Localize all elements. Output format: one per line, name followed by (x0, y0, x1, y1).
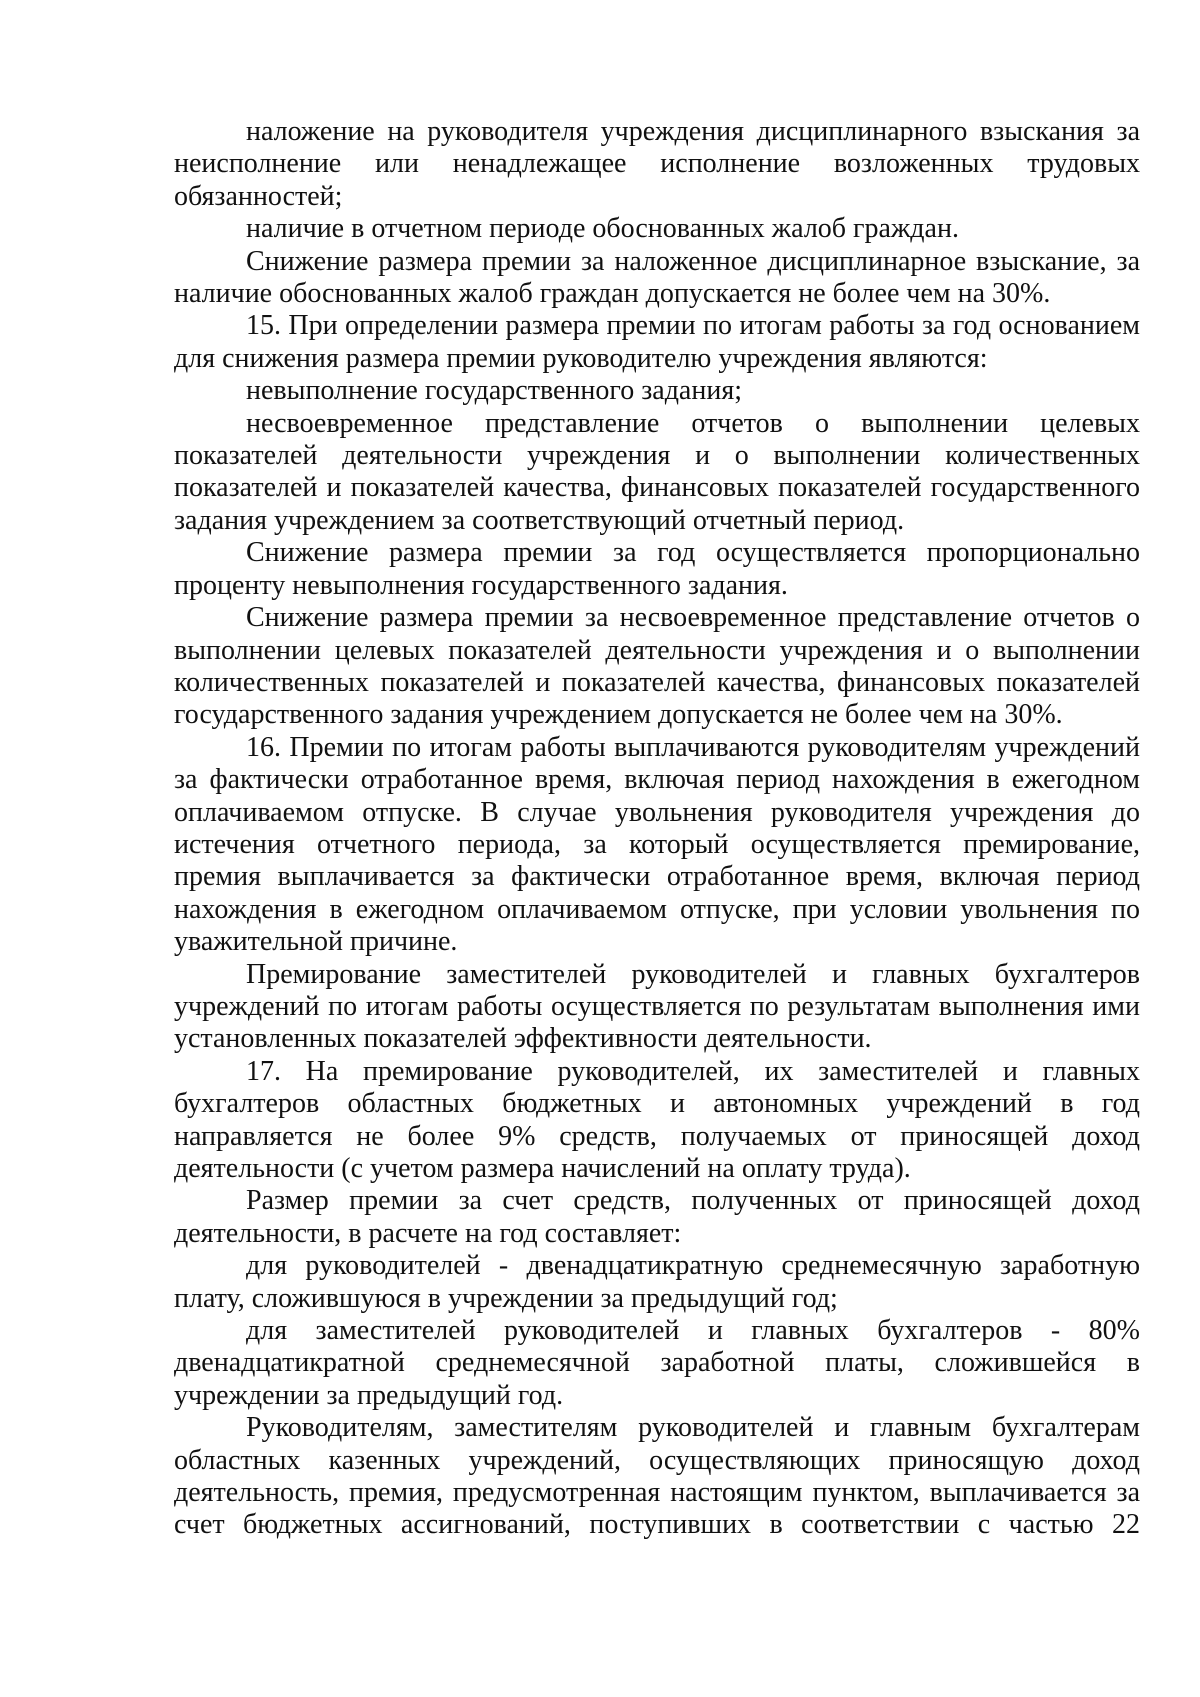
paragraph-6: несвоевременное представление отчетов о выполнении целевых показателей деятельности учреждения и о выполнении количественных показателей и показателей качества, финансовых показателей государственного задания учреждением за соответствующий отчетный период. (174, 407, 1140, 536)
paragraph-3: Снижение размера премии за наложенное дисциплинарное взыскание, за наличие обоснованных жалоб граждан допускается не более чем на 30%. (174, 245, 1140, 310)
paragraph-9: 16. Премии по итогам работы выплачиваются руководителям учреждений за фактически отработанное время, включая период нахождения в ежегодном оплачиваемом отпуске. В случае увольнения руководителя учреждения до истечения отчетного периода, за который осуществляется премирование, премия выплачивается за фактически отработанное время, включая период нахождения в ежегодном оплачиваемом отпуске, при условии увольнения по уважительной причине. (174, 731, 1140, 958)
paragraph-15: Руководителям, заместителям руководителей и главным бухгалтерам областных казенных учреждений, осуществляющих приносящую доход деятельность, премия, предусмотренная настоящим пунктом, выплачивается за счет бюджетных ассигнований, поступивших в соответствии с частью 22 (174, 1412, 1140, 1541)
paragraph-13: для руководителей - двенадцатикратную среднемесячную заработную плату, сложившуюся в учреждении за предыдущий год; (174, 1250, 1140, 1314)
paragraph-1: наложение на руководителя учреждения дисциплинарного взыскания за неисполнение или ненадлежащее исполнение возложенных трудовых обязанностей; (174, 116, 1140, 212)
paragraph-7: Снижение размера премии за год осуществляется пропорционально проценту невыполнения государственного задания. (174, 537, 1140, 601)
paragraph-11: 17. На премирование руководителей, их заместителей и главных бухгалтеров областных бюджетных и автономных учреждений в год направляется не более 9% средств, получаемых от приносящей доход деятельности (с учетом размера начислений на оплату труда). (174, 1055, 1140, 1184)
paragraph-4: 15. При определении размера премии по итогам работы за год основанием для снижения размера премии руководителю учреждения являются: (174, 310, 1140, 374)
paragraph-12: Размер премии за счет средств, полученных от приносящей доход деятельности, в расчете на год составляет: (174, 1185, 1140, 1249)
paragraph-5: невыполнение государственного задания; (246, 375, 742, 407)
paragraph-8: Снижение размера премии за несвоевременное представление отчетов о выполнении целевых показателей деятельности учреждения и о выполнении количественных показателей и показателей качества, финансовых показателей государственного задания учреждением допускается не более чем на 30%. (174, 602, 1140, 731)
document-body (174, 116, 1140, 1542)
paragraph-10: Премирование заместителей руководителей и главных бухгалтеров учреждений по итогам работы осуществляется по результатам выполнения ими установленных показателей эффективности деятельности. (174, 958, 1140, 1055)
paragraph-14: для заместителей руководителей и главных бухгалтеров - 80% двенадцатикратной среднемесячной заработной платы, сложившейся в учреждении за предыдущий год. (174, 1315, 1140, 1411)
paragraph-2: наличие в отчетном периоде обоснованных жалоб граждан. (246, 213, 959, 245)
